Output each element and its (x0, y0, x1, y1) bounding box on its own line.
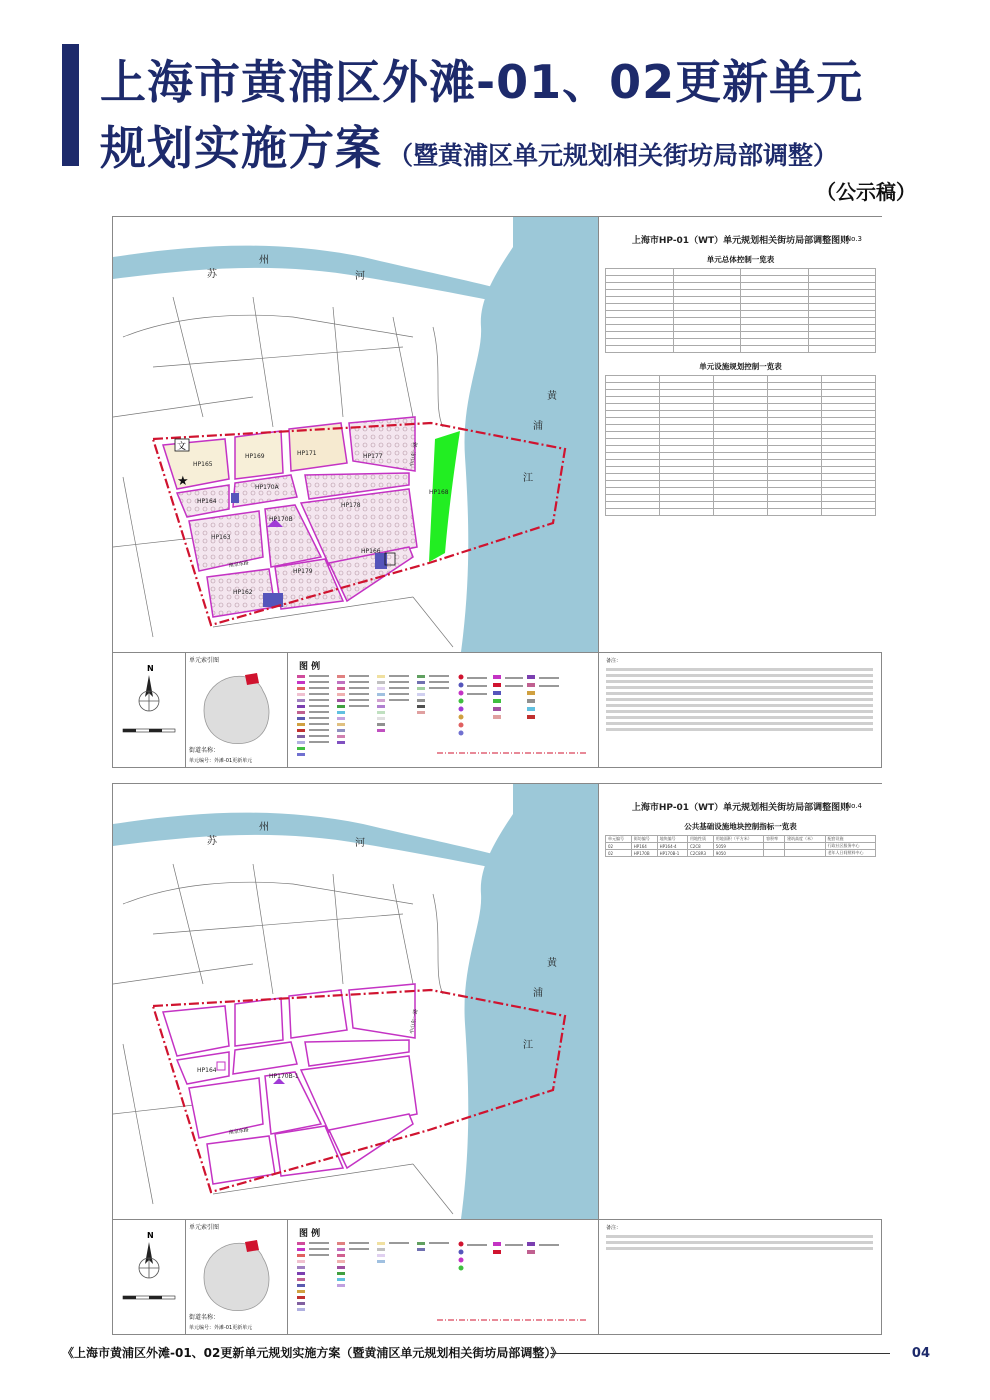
plan-sheet-no3 (112, 216, 882, 768)
river-label: 州 (259, 822, 269, 833)
page-title-line2 (100, 112, 838, 178)
table-header: 建筑高度（米） (785, 836, 826, 843)
river-label: 苏 (207, 836, 217, 847)
legend-swatches (287, 1220, 598, 1335)
table-header: 地块编号 (657, 836, 687, 843)
north-arrow-icon (113, 653, 185, 768)
street-name-label: 街道名称： (189, 1314, 220, 1321)
river-label: 浦 (533, 988, 543, 999)
block-label: HP166 (361, 548, 381, 555)
table-cell (764, 843, 785, 850)
zoning-map-1[interactable] (113, 217, 598, 652)
svg-text:N: N (147, 1231, 154, 1240)
block-label: HP170B (269, 516, 293, 523)
river-label: 浦 (533, 421, 543, 432)
river-label: 江 (523, 1040, 533, 1051)
sheet-number: No.4 (845, 802, 862, 810)
table-header: 单元编号 (606, 836, 632, 843)
block-label: HP165 (193, 461, 213, 468)
legend-swatches (287, 653, 598, 768)
facility-marker (231, 493, 239, 503)
block-label: HP169 (245, 453, 265, 460)
table-header: 街坊编号 (631, 836, 657, 843)
table-cell: HP164 (631, 843, 657, 850)
table-cell: 02 (606, 850, 632, 857)
table-cell: 老年人日间照料中心 (825, 850, 875, 857)
table-cell: 9050 (713, 850, 763, 857)
notes-panel (598, 653, 881, 768)
table-cell (785, 843, 826, 850)
svg-text:N: N (147, 664, 154, 673)
legend-title: 图 例 (299, 1229, 321, 1239)
notes-panel (598, 1220, 881, 1335)
sheet-number: No.3 (845, 235, 862, 243)
table-cell: HP164-4 (657, 843, 687, 850)
sheet-title: 上海市HP-01（WT）单元规划相关街坊局部调整图则 (631, 803, 850, 813)
street-name-label: 街道名称： (189, 747, 220, 754)
river-label: 州 (259, 255, 269, 266)
notes-label: 备注： (606, 658, 622, 664)
compass-panel (113, 653, 186, 768)
page-title-line1: 上海市黄浦区外滩-01、02更新单元 (100, 55, 864, 109)
block-label: HP164 (197, 498, 217, 505)
block-label: HP164 (197, 1067, 217, 1074)
index-map-icon (185, 1228, 287, 1318)
unit-code-label: 单元编号：外滩-01更新单元 (189, 758, 253, 764)
sheet-title: 上海市HP-01（WT）单元规划相关街坊局部调整图则 (631, 236, 850, 246)
table-cell: 5059 (713, 843, 763, 850)
river-label: 苏 (207, 269, 217, 280)
title-accent-bar (62, 44, 79, 166)
table-header: 用地性质 (688, 836, 714, 843)
table-title: 公共基础设施地块控制指标一览表 (684, 822, 797, 831)
table-header: 用地面积（平方米） (713, 836, 763, 843)
road-label: 中山东一路 (409, 441, 420, 468)
river-label: 江 (523, 473, 533, 484)
legend-panel (287, 653, 599, 768)
river-label: 黄 (547, 391, 557, 402)
north-arrow-icon (113, 1220, 185, 1335)
legend-title: 图 例 (299, 662, 321, 672)
road-label: 南京东路 (228, 1127, 250, 1136)
table-header: 配套设施 (825, 836, 875, 843)
block-label: HP170B-1 (269, 1073, 299, 1080)
block-label: HP162 (233, 589, 253, 596)
road-label: 中山东一路 (409, 1008, 420, 1035)
block-label: HP170A (255, 484, 279, 491)
control-tables-panel (598, 217, 882, 652)
table-cell (764, 850, 785, 857)
table-cell (785, 850, 826, 857)
table-cell: C2C8 (688, 843, 714, 850)
table-cell: 行政社区服务中心 (825, 843, 875, 850)
school-label: 文 (177, 442, 187, 452)
page-title-main: 规划实施方案 (100, 121, 382, 175)
star-symbol: ★ (177, 474, 189, 489)
table-cell: HP170B-1 (657, 850, 687, 857)
block-label: HP168 (429, 489, 449, 496)
river-label: 黄 (547, 958, 557, 969)
table-header-row (606, 836, 876, 843)
index-map-icon (185, 661, 287, 751)
index-label: 单元索引图 (189, 657, 220, 664)
unit-index-panel (185, 653, 288, 768)
block-label: HP177 (363, 453, 383, 460)
control-table-facilities (605, 375, 876, 516)
legend-strip (113, 1219, 881, 1335)
block-label: HP171 (297, 450, 317, 457)
legend-strip (113, 652, 881, 768)
page-subtitle: （暨黄浦区单元规划相关街坊局部调整） (388, 141, 839, 170)
block-label: HP163 (211, 534, 231, 541)
river-label: 河 (355, 838, 365, 849)
footer-divider (550, 1353, 890, 1354)
control-tables-panel (598, 784, 882, 1219)
index-label: 单元索引图 (189, 1224, 220, 1231)
legend-panel (287, 1220, 599, 1335)
table-title: 单元设施规划控制一览表 (699, 362, 782, 371)
table-cell: 02 (606, 843, 632, 850)
notes-label: 备注： (606, 1225, 622, 1231)
block-label: HP179 (293, 568, 313, 575)
zoning-map-2[interactable] (113, 784, 598, 1219)
facility-plot-table (605, 835, 876, 857)
river-label: 河 (355, 271, 365, 282)
table-header: 容积率 (764, 836, 785, 843)
compass-panel (113, 1220, 186, 1335)
control-table-overall (605, 268, 876, 353)
table-cell: C2C8R3 (688, 850, 714, 857)
footer-text: 《上海市黄浦区外滩-01、02更新单元规划实施方案（暨黄浦区单元规划相关街坊局部调整）》 (62, 1346, 563, 1360)
draft-label: （公示稿） (816, 180, 916, 204)
table-row (606, 850, 876, 857)
unit-code-label: 单元编号：外滩-01更新单元 (189, 1325, 253, 1331)
table-row (606, 843, 876, 850)
block-label: HP178 (341, 502, 361, 509)
plan-sheet-no4 (112, 783, 882, 1335)
table-title: 单元总体控制一览表 (706, 255, 775, 264)
page-number: 04 (911, 1346, 930, 1361)
unit-index-panel (185, 1220, 288, 1335)
road-label: 南京东路 (228, 560, 250, 569)
table-cell: HP170B (631, 850, 657, 857)
